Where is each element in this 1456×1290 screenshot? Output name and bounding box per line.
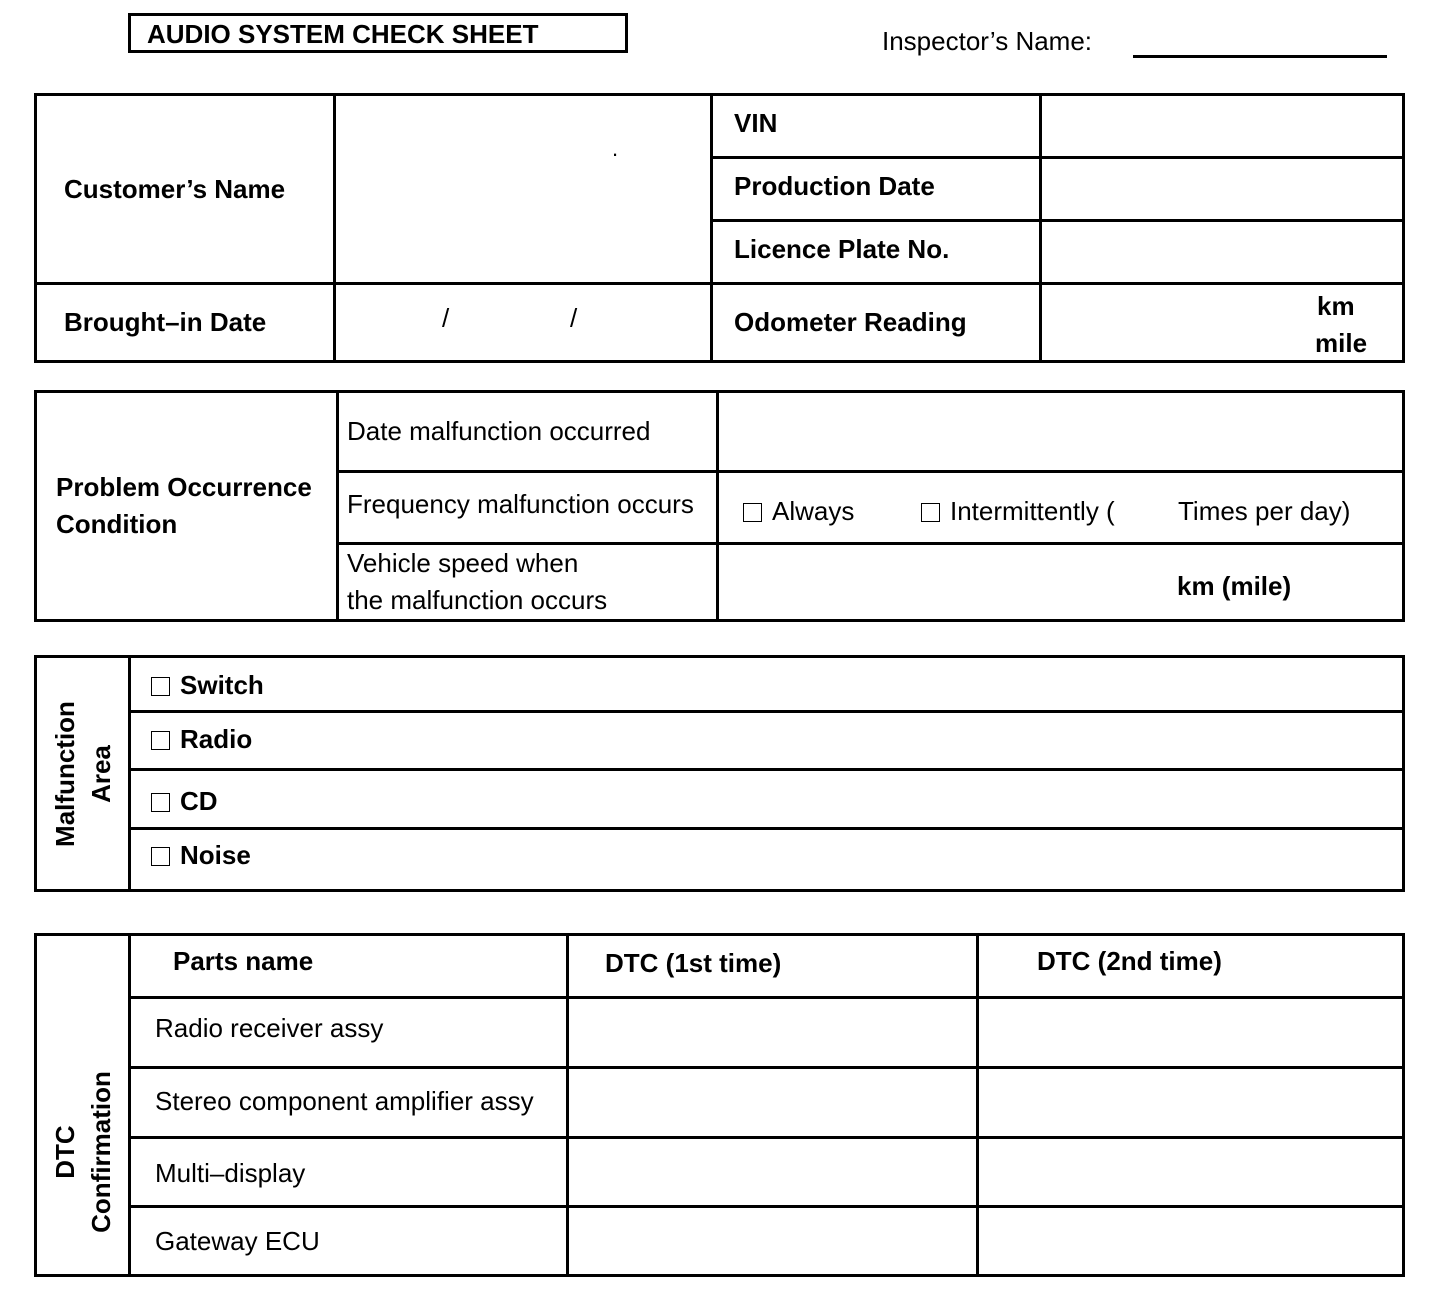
vehicle-speed-label-line: Vehicle speed when [347,548,579,578]
problem-condition-table [34,390,1405,622]
vehicle-info-table [34,93,1405,363]
malfunction-area-label-line: Area [85,744,116,803]
radio-label: Radio [180,724,253,754]
problem-condition-label-line: Condition [56,509,178,539]
dtc-second-field[interactable] [978,1068,1404,1138]
dtc-second-header: DTC (2nd time) [978,935,1404,998]
dtc-second-field[interactable] [978,1207,1404,1276]
customer-name-mark: . [612,136,619,161]
intermittently-label: Intermittently ( [950,496,1115,526]
vin-field[interactable] [1041,95,1404,158]
always-checkbox[interactable] [743,503,762,522]
vehicle-speed-unit: km (mile) [1177,571,1292,601]
part-name: Multi–display [130,1138,568,1207]
dtc-first-field[interactable] [568,1207,978,1276]
always-option[interactable] [743,493,854,529]
customer-name-label: Customer’s Name [36,95,335,284]
malfunction-item-noise[interactable] [130,829,1404,891]
date-malfunction-field[interactable] [718,392,1404,472]
switch-checkbox[interactable] [151,677,170,696]
parts-name-header: Parts name [130,935,568,998]
dtc-first-field[interactable] [568,1068,978,1138]
noise-label: Noise [180,840,251,870]
dtc-second-field[interactable] [978,998,1404,1068]
radio-checkbox[interactable] [151,731,170,750]
dtc-second-field[interactable] [978,1138,1404,1207]
brought-in-date-field[interactable] [335,284,712,362]
inspector-name-field[interactable] [1133,55,1387,58]
malfunction-area-table [34,655,1405,892]
licence-plate-field[interactable] [1041,221,1404,284]
vehicle-speed-field[interactable] [718,544,1404,621]
inspector-name-label: Inspector’s Name: [882,26,1093,56]
always-label: Always [772,496,855,526]
switch-label: Switch [180,670,264,700]
licence-plate-label: Licence Plate No. [712,221,1041,284]
frequency-label: Frequency malfunction occurs [338,472,718,544]
malfunction-item-cd[interactable] [130,770,1404,829]
odometer-unit-km: km [1317,291,1355,321]
malfunction-item-switch[interactable] [130,657,1404,712]
date-separator: / [442,303,450,333]
intermittently-option[interactable] [921,493,1115,529]
malfunction-area-label-line: Malfunction [49,700,80,847]
part-name: Stereo component amplifier assy [130,1068,568,1138]
problem-condition-label [36,392,338,621]
dtc-confirmation-label-line: DTC [49,1125,80,1180]
cd-label: CD [180,786,218,816]
vehicle-speed-label [338,544,718,621]
frequency-field [718,472,1404,544]
dtc-confirmation-label-text [47,1071,119,1233]
part-name: Gateway ECU [130,1207,568,1276]
date-malfunction-label: Date malfunction occurred [338,392,718,472]
sheet-title: AUDIO SYSTEM CHECK SHEET [128,13,628,53]
malfunction-area-label [36,657,130,891]
vehicle-speed-label-line: the malfunction occurs [347,585,608,615]
production-date-field[interactable] [1041,158,1404,221]
dtc-first-field[interactable] [568,998,978,1068]
odometer-label: Odometer Reading [712,284,1041,362]
date-separator: / [570,303,578,333]
part-name: Radio receiver assy [130,998,568,1068]
intermittently-checkbox[interactable] [921,503,940,522]
dtc-first-header: DTC (1st time) [568,935,978,998]
customer-name-field[interactable] [335,95,712,284]
cd-checkbox[interactable] [151,793,170,812]
problem-condition-label-line: Problem Occurrence [56,472,312,502]
malfunction-item-radio[interactable] [130,712,1404,770]
odometer-unit-mile: mile [1315,328,1368,358]
dtc-confirmation-table [34,933,1405,1277]
production-date-label: Production Date [712,158,1041,221]
noise-checkbox[interactable] [151,847,170,866]
brought-in-date-label: Brought–in Date [36,284,335,362]
vin-label: VIN [712,95,1041,158]
dtc-first-field[interactable] [568,1138,978,1207]
dtc-confirmation-label-line: Confirmation [85,1071,116,1234]
malfunction-area-label-text [47,701,119,847]
times-per-day-label: Times per day) [1178,496,1351,526]
odometer-field[interactable] [1041,284,1404,362]
dtc-confirmation-label [36,935,130,1276]
